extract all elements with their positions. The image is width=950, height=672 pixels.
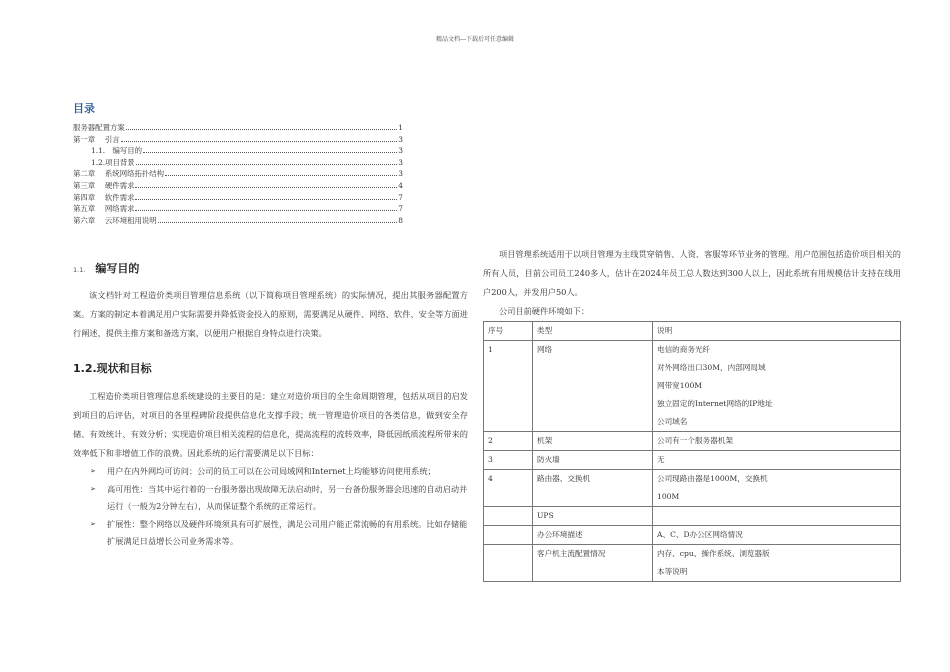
header-cell-desc: 说明 <box>653 322 901 341</box>
status-paragraph: 工程造价类项目管理信息系统建设的主要目的是：建立对造价项目的全生命周期管理，包括从项目的启发到项目的后评估，对项目的各里程碑阶段提供信息化支撑手段；统一管理造价项目的各类信息，做到安全存储、有效统计、有效分析；实现造价项目相关流程的信息化，提高流程的流转效率，降低因纸质流程所带来的效率低下和非增值工作的浪费。因此系统的运行需要满足以下目标： <box>73 391 468 458</box>
scope-paragraph: 项目管理系统适用于以项目管理为主线贯穿销售、人资、客服等环节业务的管理。用户范围包括造价项目相关的所有人员，目前公司员工240多人，估计在2024年员工总人数达到300人以上，因此系统有用规模估计支持在线用户200人，并发用户50人。 <box>483 249 901 297</box>
toc-entry-page: 3 <box>398 146 403 156</box>
toc-entry-page: 7 <box>398 192 403 202</box>
toc-entry-page: 3 <box>398 134 403 144</box>
toc-entry[interactable] <box>73 192 403 204</box>
cell-desc-line <box>657 507 896 525</box>
table-intro: 公司目前硬件环境如下： <box>499 306 590 316</box>
table-row <box>484 451 901 470</box>
cell-no: 1 <box>484 341 533 432</box>
cell-type: UPS <box>533 507 653 526</box>
cell-desc-line: 公司有一个服务器机架 <box>657 436 733 445</box>
goal-text: 扩展性：整个网络以及硬件环境须具有可扩展性，满足公司用户能正常流畅的有用系统。比如存储能扩展满足日益增长公司业务需求等。 <box>107 518 468 546</box>
cell-desc-line: 公司域名 <box>657 417 688 426</box>
toc-leader-dots <box>135 199 397 200</box>
cell-type: 机架 <box>533 432 653 451</box>
toc-leader-dots <box>121 141 398 142</box>
cell-no <box>484 507 533 526</box>
section-heading-purpose <box>73 260 468 276</box>
cell-no: 2 <box>484 432 533 451</box>
toc-entry-label: 服务器配置方案 <box>73 123 125 132</box>
toc-entry-page: 4 <box>398 180 403 190</box>
toc-leader-dots <box>143 152 397 153</box>
cell-type: 路由器、交换机 <box>533 470 653 507</box>
toc-leader-dots <box>158 222 398 223</box>
toc-entry-label: 第二章 系统网络拓扑结构 <box>73 169 165 179</box>
cell-desc <box>653 470 901 507</box>
table-row <box>484 470 901 507</box>
goal-list-item <box>73 463 468 481</box>
cell-desc-line: 公司现路由器是1000M，交换机 <box>657 474 768 483</box>
table-row <box>484 432 901 451</box>
toc-entry[interactable] <box>73 180 403 192</box>
cell-no: 4 <box>484 470 533 507</box>
right-column <box>483 245 901 582</box>
table-row <box>484 507 901 526</box>
toc-entry-label: 第六章 云环境租用说明 <box>73 215 157 225</box>
toc-entry-label: 第三章 硬件需求 <box>73 180 135 190</box>
goal-list-item <box>73 481 468 516</box>
toc-entry[interactable] <box>73 203 403 215</box>
toc-leader-dots <box>136 164 398 165</box>
toc-entry-page: 8 <box>398 215 403 225</box>
toc-entry[interactable] <box>73 215 403 227</box>
cell-no: 3 <box>484 451 533 470</box>
toc-leader-dots <box>165 175 397 176</box>
cell-desc-line: 对外网络出口30M，内部网局域 <box>657 363 766 372</box>
cell-desc-line: A、C、D办公区网络情况 <box>657 530 743 539</box>
arrow-bullet-icon: ➢ <box>90 467 96 475</box>
cell-type: 防火墙 <box>533 451 653 470</box>
toc-entry[interactable] <box>73 168 403 180</box>
cell-desc <box>653 451 901 470</box>
section-title: 编写目的 <box>95 262 140 275</box>
toc-entry-label: 第五章 网络需求 <box>73 204 135 214</box>
toc-entry-page: 1 <box>398 123 403 132</box>
cell-desc-line: 电信的商务光纤 <box>657 345 711 354</box>
cell-desc-line: 独立固定的Internet网络的IP地址 <box>657 399 773 408</box>
cell-desc <box>653 545 901 582</box>
page-header: 精品文档---下载后可任意编辑 <box>435 36 515 43</box>
header-cell-type: 类型 <box>533 322 653 341</box>
goal-text: 用户在内外网均可访问：公司的员工可以在公司局域网和Internet上均能够访问使用系统； <box>107 466 436 476</box>
cell-desc-line: 内存、cpu、操作系统、浏览器版 <box>657 549 770 558</box>
arrow-bullet-icon: ➢ <box>90 519 96 528</box>
toc-entry[interactable] <box>73 145 403 157</box>
purpose-paragraph: 该文档针对工程造价类项目管理信息系统（以下简称项目管理系统）的实际情况，提出其服务器配置方案。方案的制定本着满足用户实际需要并降低资金投入的原则，需要满足从硬件、网络、软件、安全等方面进行阐述，提供主推方案和备选方案，以便用户根据自身特点进行决策。 <box>73 290 468 338</box>
cell-desc-line: 100M <box>657 492 680 501</box>
cell-type: 网络 <box>533 341 653 432</box>
cell-desc-line: 本等说明 <box>657 567 688 576</box>
toc-title: 目录 <box>73 102 95 115</box>
toc-entry-label: 第一章 引言 <box>73 134 120 144</box>
section-heading-status: 1.2.现状和目标 <box>73 362 152 375</box>
goal-list-item <box>73 516 468 551</box>
section-number: 1.1. <box>73 266 86 274</box>
toc-leader-dots <box>135 187 397 188</box>
cell-no <box>484 526 533 545</box>
goal-text: 高可用性：当其中运行着的一台服务器出现故障无法启动时，另一台备份服务器会迅速的自动启动并运行（一般为2分钟左右），从而保证整个系统的正常运行。 <box>107 483 468 511</box>
hardware-table <box>483 321 901 582</box>
toc-entry-label: 1.1. 编写目的 <box>91 146 143 156</box>
left-column <box>73 260 468 551</box>
cell-desc-line: 无 <box>657 455 665 464</box>
cell-no <box>484 545 533 582</box>
header-cell-no: 序号 <box>484 322 533 341</box>
toc-leader-dots <box>135 210 397 211</box>
table-row <box>484 545 901 582</box>
toc-entry[interactable] <box>73 122 403 134</box>
goal-list <box>73 463 468 551</box>
toc-entry[interactable] <box>73 134 403 146</box>
cell-desc <box>653 341 901 432</box>
table-of-contents <box>73 122 403 226</box>
table-row <box>484 341 901 432</box>
cell-type: 客户机主流配置情况 <box>533 545 653 582</box>
table-row <box>484 526 901 545</box>
cell-desc <box>653 507 901 526</box>
toc-entry-label: 1.2.项目背景 <box>91 157 135 167</box>
cell-desc <box>653 526 901 545</box>
toc-entry-page: 3 <box>398 157 403 167</box>
cell-desc-line: 网带宽100M <box>657 381 703 390</box>
toc-leader-dots <box>126 129 398 130</box>
toc-entry-page: 3 <box>398 169 403 179</box>
cell-desc <box>653 432 901 451</box>
table-header-row <box>484 322 901 341</box>
toc-entry[interactable] <box>73 157 403 169</box>
cell-type: 办公环境描述 <box>533 526 653 545</box>
arrow-bullet-icon: ➢ <box>90 484 96 493</box>
toc-entry-label: 第四章 软件需求 <box>73 192 135 202</box>
toc-entry-page: 7 <box>398 204 403 214</box>
